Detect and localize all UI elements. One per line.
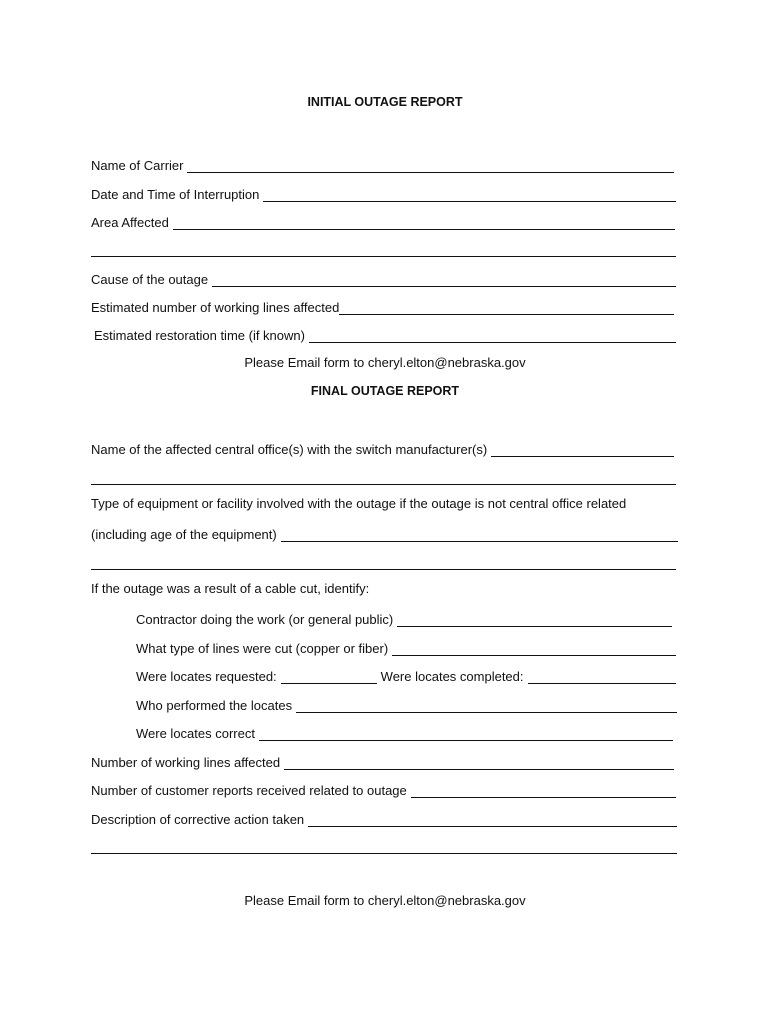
central-office-input-line[interactable] xyxy=(491,443,674,457)
equipment-input-line[interactable] xyxy=(281,528,678,542)
restoration-time-input-line[interactable] xyxy=(309,329,676,343)
final-email-note: Please Email form to cheryl.elton@nebraska.gov xyxy=(244,893,526,908)
area-affected-extra-line[interactable] xyxy=(91,256,676,257)
equipment-label-line2: (including age of the equipment) xyxy=(91,527,277,542)
area-affected-input-line[interactable] xyxy=(173,216,675,230)
initial-report-title: INITIAL OUTAGE REPORT xyxy=(307,95,463,109)
initial-email-note: Please Email form to cheryl.elton@nebraska.gov xyxy=(244,355,526,370)
contractor-field[interactable] xyxy=(136,609,672,627)
date-time-field[interactable] xyxy=(91,184,676,202)
central-office-label: Name of the affected central office(s) with the switch manufacturer(s) xyxy=(91,442,488,457)
cable-cut-label: If the outage was a result of a cable cut, identify: xyxy=(91,581,370,596)
carrier-input-line[interactable] xyxy=(187,159,674,173)
restoration-time-field[interactable] xyxy=(94,325,676,343)
area-affected-label: Area Affected xyxy=(91,215,169,230)
equipment-field[interactable] xyxy=(91,524,678,542)
locates-completed-input-line[interactable] xyxy=(528,670,676,684)
locates-field[interactable] xyxy=(136,666,676,684)
equipment-extra-line[interactable] xyxy=(91,569,676,570)
locates-correct-label: Were locates correct xyxy=(136,726,255,741)
carrier-label: Name of Carrier xyxy=(91,158,184,173)
corrective-action-extra-line[interactable] xyxy=(91,853,677,854)
date-time-label: Date and Time of Interruption xyxy=(91,187,260,202)
cause-label: Cause of the outage xyxy=(91,272,209,287)
contractor-label: Contractor doing the work (or general public) xyxy=(136,612,394,627)
who-performed-field[interactable] xyxy=(136,695,677,713)
final-report-title: FINAL OUTAGE REPORT xyxy=(310,384,460,398)
area-affected-field[interactable] xyxy=(91,212,675,230)
customer-reports-field[interactable] xyxy=(91,780,676,798)
estimated-lines-field[interactable] xyxy=(91,297,674,315)
central-office-field[interactable] xyxy=(91,439,674,457)
corrective-action-input-line[interactable] xyxy=(308,813,677,827)
estimated-lines-label: Estimated number of working lines affected xyxy=(91,300,340,315)
corrective-action-label: Description of corrective action taken xyxy=(91,812,305,827)
locates-correct-input-line[interactable] xyxy=(259,727,673,741)
lines-cut-label: What type of lines were cut (copper or fiber) xyxy=(136,641,389,656)
contractor-input-line[interactable] xyxy=(397,613,672,627)
locates-correct-field[interactable] xyxy=(136,723,673,741)
locates-completed-label: Were locates completed: xyxy=(380,669,524,684)
carrier-field[interactable] xyxy=(91,155,674,173)
date-time-input-line[interactable] xyxy=(263,188,676,202)
estimated-lines-input-line[interactable] xyxy=(339,301,674,315)
locates-requested-input-line[interactable] xyxy=(281,670,377,684)
working-lines-input-line[interactable] xyxy=(284,756,674,770)
central-office-extra-line[interactable] xyxy=(91,484,676,485)
lines-cut-field[interactable] xyxy=(136,638,676,656)
customer-reports-input-line[interactable] xyxy=(411,784,676,798)
locates-requested-label: Were locates requested: xyxy=(136,669,277,684)
cause-field[interactable] xyxy=(91,269,676,287)
who-performed-input-line[interactable] xyxy=(296,699,677,713)
restoration-time-label: Estimated restoration time (if known) xyxy=(94,328,305,343)
who-performed-label: Who performed the locates xyxy=(136,698,293,713)
working-lines-field[interactable] xyxy=(91,752,674,770)
equipment-label-line1: Type of equipment or facility involved with the outage if the outage is not central office related xyxy=(91,496,627,511)
customer-reports-label: Number of customer reports received related to outage xyxy=(91,783,407,798)
working-lines-label: Number of working lines affected xyxy=(91,755,281,770)
cause-input-line[interactable] xyxy=(212,273,676,287)
corrective-action-field[interactable] xyxy=(91,809,677,827)
lines-cut-input-line[interactable] xyxy=(392,642,676,656)
